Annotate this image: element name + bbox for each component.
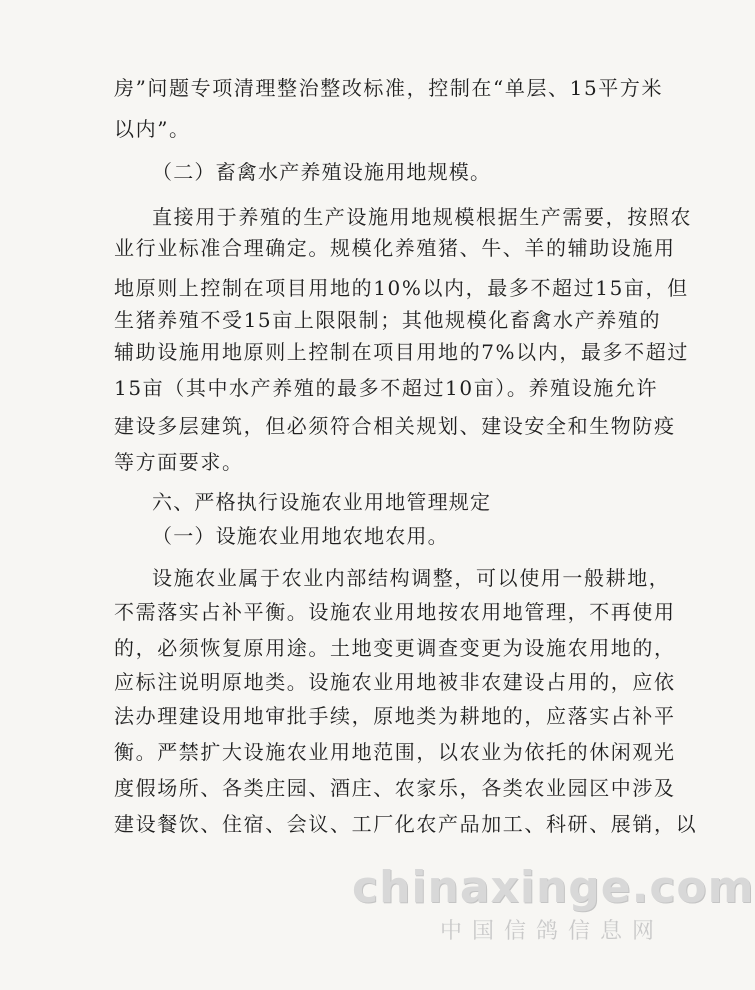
text-line: 房”问题专项清理整治整改标准，控制在“单层、15平方米: [114, 76, 664, 100]
chapter-heading: 六、严格执行设施农业用地管理规定: [152, 490, 492, 514]
text-line: 建设餐饮、住宿、会议、工厂化农产品加工、科研、展销，以: [114, 812, 698, 836]
text-line: 设施农业属于农业内部结构调整，可以使用一般耕地，: [152, 566, 671, 590]
text-line: 的，必须恢复原用途。土地变更调查变更为设施农用地的，: [114, 636, 676, 660]
text-line: 业行业标准合理确定。规模化养殖猪、牛、羊的辅助设施用: [114, 236, 676, 260]
text-line: 辅助设施用地原则上控制在项目用地的7%以内，最多不超过: [114, 340, 689, 364]
section-heading: （二）畜禽水产养殖设施用地规模。: [152, 160, 492, 184]
text-line: 法办理建设用地审批手续，原地类为耕地的，应落实占补平: [114, 704, 676, 728]
text-line: 以内”。: [114, 117, 191, 141]
watermark-domain: chinaxinge.com: [352, 862, 755, 913]
watermark-site-name: 中国信鸽信息网: [440, 919, 665, 944]
text-line: 不需落实占补平衡。设施农业用地按农用地管理，不再使用: [114, 600, 676, 624]
section-heading: （一）设施农业用地农地农用。: [152, 524, 449, 548]
text-line: 应标注说明原地类。设施农业用地被非农建设占用的，应依: [114, 670, 676, 694]
text-line: 地原则上控制在项目用地的10%以内，最多不超过15亩，但: [114, 276, 689, 300]
text-line: 衡。严禁扩大设施农业用地范围，以农业为依托的休闲观光: [114, 740, 676, 764]
text-line: 等方面要求。: [114, 450, 244, 474]
text-line: 生猪养殖不受15亩上限限制；其他规模化畜禽水产养殖的: [114, 308, 662, 332]
text-line: 度假场所、各类庄园、酒庄、农家乐，各类农业园区中涉及: [114, 776, 676, 800]
text-line: 直接用于养殖的生产设施用地规模根据生产需要，按照农: [152, 205, 692, 229]
text-line: 15亩（其中水产养殖的最多不超过10亩）。养殖设施允许: [114, 376, 659, 400]
text-line: 建设多层建筑，但必须符合相关规划、建设安全和生物防疫: [114, 414, 676, 438]
